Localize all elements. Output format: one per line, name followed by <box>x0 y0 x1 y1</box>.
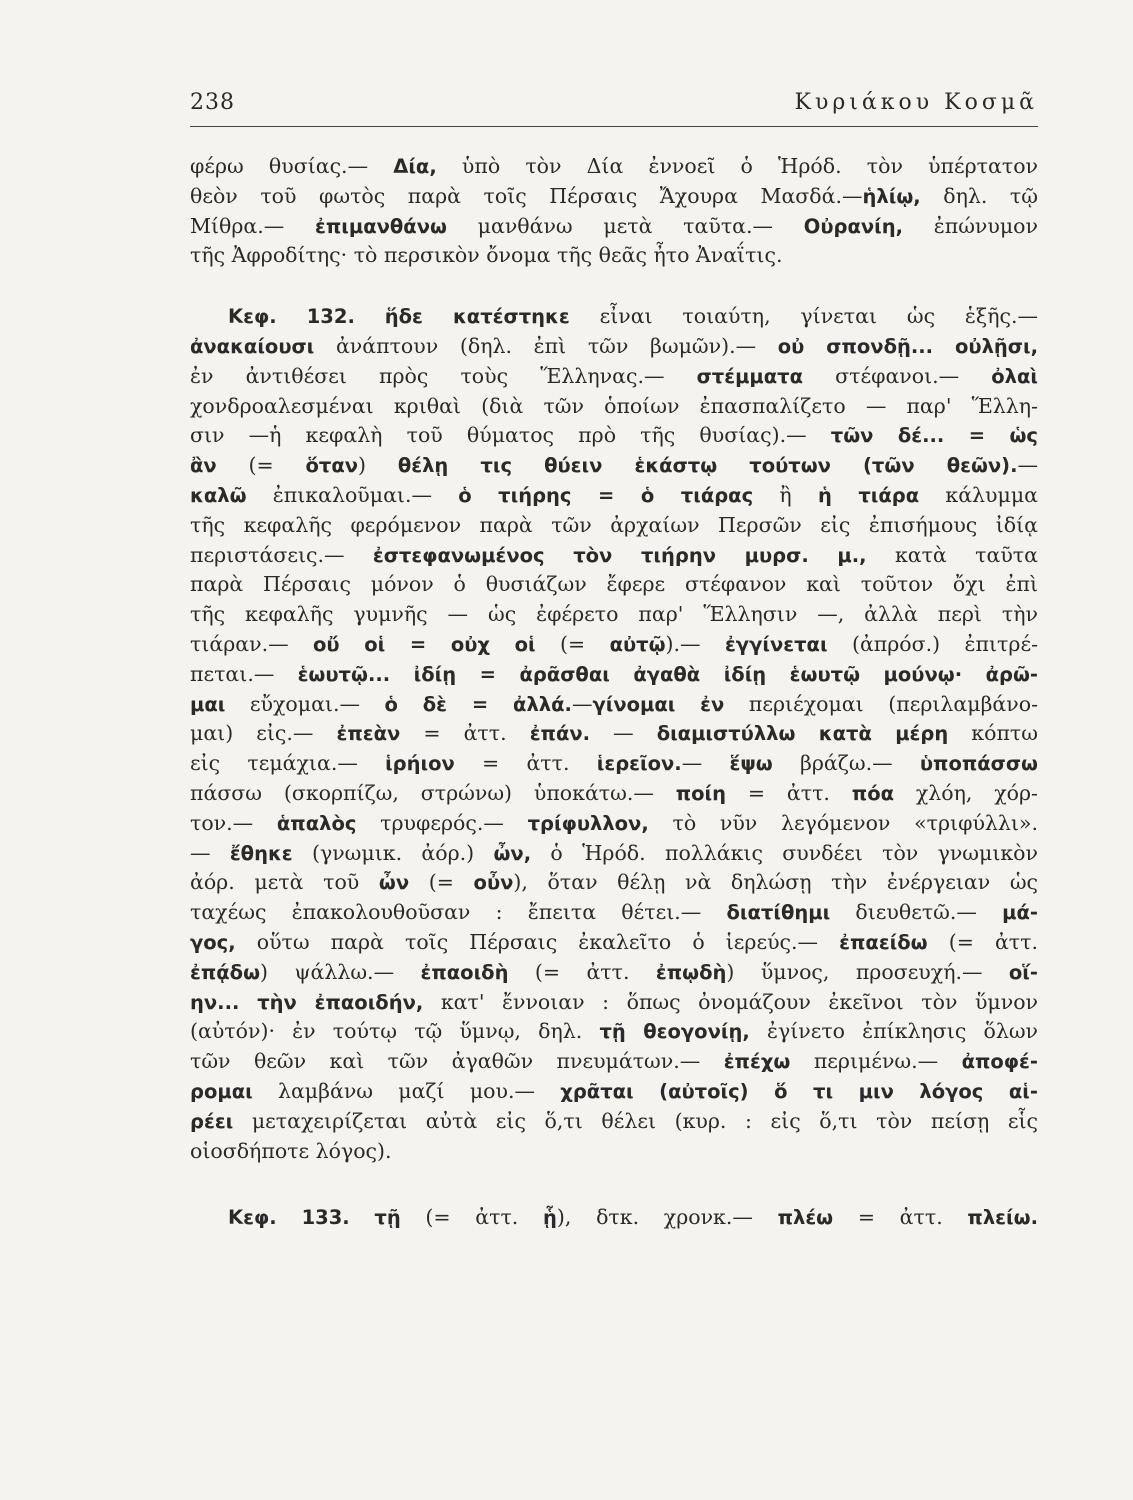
headword: πόα <box>851 781 894 805</box>
headword: οἵ- <box>1008 960 1038 984</box>
gloss-text: τῶν θεῶν καὶ τῶν ἀγαθῶν πνευμάτων.— <box>190 1049 724 1074</box>
headword: ἱρήιον <box>385 752 455 776</box>
headword: γος, <box>190 930 236 954</box>
text-line <box>190 839 1038 869</box>
text-line <box>190 690 1038 720</box>
headword: ἔθηκε <box>229 841 293 865</box>
headword: ὦν <box>378 871 410 895</box>
gloss-text: (γνωμικ. ἀόρ.) <box>292 840 494 865</box>
headword: ὅταν <box>305 454 359 478</box>
headword: ἀποφέ- <box>961 1050 1038 1074</box>
chapter-132-heading-line <box>190 302 1038 332</box>
headword: ἐπῳδὴ <box>655 960 727 984</box>
text-line <box>190 182 1038 212</box>
headword: ἁπαλὸς <box>276 811 357 835</box>
headword: ἂν <box>190 454 217 478</box>
headword: ποίη <box>675 781 727 805</box>
headword: τρίφυλλον, <box>527 811 649 835</box>
gloss-text: ἀνάπτουν (δηλ. ἐπὶ τῶν βωμῶν).— <box>314 333 778 358</box>
headword: οὔ οἱ = οὐχ οἱ <box>312 632 536 656</box>
headword: ἡλίῳ, <box>862 184 921 208</box>
headword: ἡ τιάρα <box>817 483 920 507</box>
headword: μαι <box>190 692 226 716</box>
headword: γίνομαι ἐν <box>592 692 725 716</box>
gloss-text: ) ὕμνος, προσευχή.— <box>726 959 1009 984</box>
text-line <box>190 362 1038 392</box>
headword: ἑωυτῷ... ἰδίῃ = ἀρᾶσθαι ἀγαθὰ ἰδίῃ ἑωυτῷ μούνῳ· ἀρῶ- <box>297 662 1038 686</box>
headword: ὑποπάσσω <box>919 752 1038 776</box>
gloss-text: περιστάσεις.— <box>190 542 373 567</box>
headword: ὁ δὲ = ἀλλά. <box>384 692 572 716</box>
gloss-text: (= <box>409 870 474 895</box>
gloss-text: φέρω θυσίας.— <box>190 154 394 178</box>
chapter-133-heading-line <box>190 1203 1038 1233</box>
headword: ὦν, <box>493 841 532 865</box>
text-line <box>190 928 1038 958</box>
headword: ἐπέχω <box>723 1050 791 1074</box>
gloss-text: ).— <box>665 631 725 656</box>
gloss-text: στέφανοι.— <box>803 363 992 388</box>
gloss-text: (ἀπρόσ.) ἐπιτρέ- <box>827 631 1038 656</box>
text-line <box>190 570 1038 600</box>
gloss-text: ταχέως ἐπακολουθοῦσαν : ἔπειτα θέτει.— <box>190 900 727 925</box>
gloss-text: ἐγίνετο ἐπίκλησις ὅλων <box>749 1019 1038 1044</box>
gloss-text: χονδροαλεσμέναι κριθαὶ (διὰ τῶν ὁποίων ἐπασπαλίζετο — παρ' Ἕλλη- <box>190 393 1038 418</box>
headword: Κεφ. 133. <box>228 1206 350 1230</box>
text-line <box>190 898 1038 928</box>
gloss-text: ἐπικαλοῦμαι.— <box>246 482 459 507</box>
gloss-text: ) <box>358 453 398 478</box>
gloss-text: — <box>590 721 657 746</box>
gloss-text: τιάραν.— <box>190 631 313 656</box>
headword: αὐτῷ <box>609 632 666 656</box>
text-line <box>190 779 1038 809</box>
headword: ἐπάν. <box>529 722 591 746</box>
gloss-text: — <box>1017 453 1038 478</box>
gloss-text <box>350 1205 375 1229</box>
text-line <box>190 1047 1038 1077</box>
gloss-text: σιν —ἡ κεφαλὴ τοῦ θύματος πρὸ τῆς θυσίας).— <box>190 423 831 448</box>
headword: ρέει <box>190 1109 234 1133</box>
gloss-text: τὸ νῦν λεγόμενον «τριφύλλι». <box>648 810 1038 835</box>
gloss-text: διευθετῶ.— <box>830 900 1003 925</box>
gloss-text: (= ἀττ. <box>400 1205 543 1230</box>
headword: ἕψω <box>729 752 773 776</box>
gloss-text: παρὰ Πέρσαις μόνον ὁ θυσιάζων ἔφερε στέφανον καὶ τοῦτον ὄχι ἐπὶ <box>190 572 1038 597</box>
gloss-text: ), δτκ. χρονκ.— <box>556 1205 778 1230</box>
headword: Δία, <box>393 155 437 178</box>
gloss-text: μεταχειρίζεται αὐτὰ εἰς ὅ,τι θέλει (κυρ. : εἰς ὅ,τι τὸν πείσῃ εἷς <box>233 1108 1038 1133</box>
headword: ὁ τιήρης = ὁ τιάρας <box>458 483 754 507</box>
gloss-text: ὑπὸ τὸν Δία ἐννοεῖ ὁ Ἡρόδ. τὸν ὑπέρτατον <box>436 154 1038 178</box>
headword: οὐ σπονδῇ... οὐλῇσι, <box>777 334 1038 358</box>
gloss-text: ἐπώνυμον <box>903 213 1038 238</box>
gloss-text: εἰς τεμάχια.— <box>190 751 386 776</box>
text-line <box>190 600 1038 630</box>
headword: ἥδε κατέστηκε <box>384 305 570 329</box>
text-line <box>190 958 1038 988</box>
gloss-text: = ἀττ. <box>400 721 530 746</box>
gloss-text: κατὰ ταῦτα <box>866 542 1038 567</box>
headword: ἐπιμανθάνω <box>315 214 447 238</box>
text-line <box>190 1137 1038 1167</box>
headword: ᾗ <box>542 1206 557 1230</box>
running-head: Κυριάκου Κοσμᾶ <box>794 90 1038 115</box>
gloss-text: τῆς κεφαλῆς γυμνῆς — ὡς ἐφέρετο παρ' Ἕλλησιν —, ἀλλὰ περὶ τὴν <box>190 602 1038 627</box>
text-line <box>190 212 1038 242</box>
text-line <box>190 451 1038 481</box>
headword: τῇ <box>374 1206 401 1230</box>
gloss-text: ), ὅταν θέλῃ νὰ δηλώσῃ τὴν ἐνέργειαν ὡς <box>513 870 1038 895</box>
gloss-text: Μίθρα.— <box>190 213 315 238</box>
headword: διατίθημι <box>726 901 831 925</box>
gloss-text: ἀόρ. μετὰ τοῦ <box>190 870 379 895</box>
gloss-text: (= ἀττ. <box>927 929 1038 954</box>
gloss-text: ἢ <box>753 482 818 507</box>
gloss-text: = ἀττ. <box>726 780 852 805</box>
gloss-text: οὕτω παρὰ τοῖς Πέρσαις ἐκαλεῖτο ὁ ἱερεύς.— <box>235 929 840 954</box>
headword: ἀνακαίουσι <box>190 334 315 358</box>
page-number: 238 <box>190 90 235 115</box>
text-line <box>190 241 1038 271</box>
text-line <box>190 719 1038 749</box>
gloss-text: μαι) εἰς.— <box>190 721 337 746</box>
gloss-text: χλόη, χόρ- <box>894 780 1038 805</box>
headword: ἐπαοιδὴ <box>420 960 509 984</box>
page-header <box>190 86 1038 127</box>
gloss-text: λαμβάνω μαζί μου.— <box>252 1078 561 1103</box>
gloss-text <box>355 304 385 328</box>
gloss-text: (= <box>535 631 610 656</box>
headword: ἐπᾴδω <box>190 960 261 984</box>
gloss-text: μανθάνω μετὰ ταῦτα.— <box>446 213 804 238</box>
gloss-text: — <box>681 751 730 776</box>
headword: πλείω. <box>967 1206 1038 1230</box>
gloss-text: (= <box>216 453 306 478</box>
headword: Οὐρανίη, <box>803 214 904 238</box>
gloss-text: τῆς κεφαλῆς φερόμενον παρὰ τῶν ἀρχαίων Περσῶν εἰς ἐπισήμους ἰδίᾳ <box>190 512 1038 537</box>
headword: ὀλαὶ <box>991 364 1038 388</box>
headword: ἐγγίνεται <box>724 632 828 656</box>
headword: χρᾶται (αὐτοῖς) ὅ τι μιν λόγος αἱ- <box>560 1079 1038 1103</box>
gloss-text: (αὐτόν)· ἐν τούτῳ τῷ ὕμνῳ, δηλ. <box>190 1019 600 1044</box>
text-line <box>190 1107 1038 1137</box>
headword: ἐστεφανωμένος τὸν τιήρην μυρσ. μ., <box>372 543 867 567</box>
headword: στέμματα <box>696 364 804 388</box>
headword: θέλῃ τις θύειν ἑκάστῳ τούτων (τῶν θεῶν). <box>397 454 1018 478</box>
gloss-text: πεται.— <box>190 661 298 686</box>
headword: μά- <box>1002 901 1038 925</box>
gloss-text: = ἀττ. <box>833 1205 968 1230</box>
text-line <box>190 511 1038 541</box>
gloss-text: κάλυμμα <box>919 482 1038 507</box>
headword: πλέω <box>777 1206 834 1230</box>
gloss-text: τῆς Ἀφροδίτης· τὸ περσικὸν ὄνομα τῆς θεᾶς ἦτο Ἀναΐτις. <box>190 243 783 268</box>
text-line <box>190 809 1038 839</box>
headword: ἐπεὰν <box>336 722 401 746</box>
gloss-text: πάσσω (σκορπίζω, στρώνω) ὑποκάτω.— <box>190 780 676 805</box>
headword: Κεφ. 132. <box>228 305 355 329</box>
headword: ἐπαείδω <box>839 930 928 954</box>
headword: ρομαι <box>190 1079 253 1103</box>
gloss-text: δηλ. τῷ <box>920 183 1038 208</box>
gloss-text: τρυφερός.— <box>356 810 528 835</box>
commentary-text <box>190 152 1038 1233</box>
text-line <box>190 332 1038 362</box>
text-line <box>190 152 1038 182</box>
headword: οὖν <box>473 871 514 895</box>
text-line <box>190 541 1038 571</box>
gloss-text: εἶναι τοιαύτη, γίνεται ὡς ἑξῆς.— <box>569 304 1038 329</box>
text-line <box>190 481 1038 511</box>
text-line <box>190 630 1038 660</box>
headword: καλῶ <box>190 483 247 507</box>
text-line <box>190 1017 1038 1047</box>
headword: ην... τὴν ἐπαοιδήν, <box>190 990 424 1014</box>
gloss-text: περιμένω.— <box>790 1049 962 1074</box>
text-line <box>190 988 1038 1018</box>
gloss-text: κόπτω <box>948 721 1038 746</box>
headword: ἱερεῖον. <box>596 752 682 776</box>
gloss-text: ) ψάλλω.— <box>260 959 421 984</box>
gloss-text: οἱοσδήποτε λόγος). <box>190 1138 392 1163</box>
headword: διαμιστύλλω κατὰ μέρη <box>656 722 949 746</box>
gloss-text: (= ἀττ. <box>508 959 656 984</box>
text-line <box>190 1077 1038 1107</box>
gloss-text: — <box>190 840 230 865</box>
headword: τῇ θεογονίῃ, <box>599 1020 750 1044</box>
gloss-text: θεὸν τοῦ φωτὸς παρὰ τοῖς Πέρσαις Ἄχουρα Μασδά.— <box>190 183 863 208</box>
gloss-text: βράζω.— <box>772 751 920 776</box>
gloss-text: κατ' ἔννοιαν : ὅπως ὀνομάζουν ἐκεῖνοι τὸν ὕμνον <box>423 989 1038 1014</box>
text-line <box>190 392 1038 422</box>
text-line <box>190 868 1038 898</box>
text-line <box>190 749 1038 779</box>
text-line <box>190 660 1038 690</box>
text-line <box>190 421 1038 451</box>
headword: τῶν δέ... = ὡς <box>830 424 1038 448</box>
gloss-text: ἐν ἀντιθέσει πρὸς τοὺς Ἕλληνας.— <box>190 363 697 388</box>
gloss-text: = ἀττ. <box>454 751 597 776</box>
gloss-text: εὔχομαι.— <box>225 691 385 716</box>
gloss-text: περιέχομαι (περιλαμβάνο- <box>724 691 1038 716</box>
gloss-text: τον.— <box>190 810 277 835</box>
gloss-text: ὁ Ἡρόδ. πολλάκις συνδέει τὸν γνωμικὸν <box>531 840 1038 865</box>
gloss-text: — <box>571 691 593 716</box>
